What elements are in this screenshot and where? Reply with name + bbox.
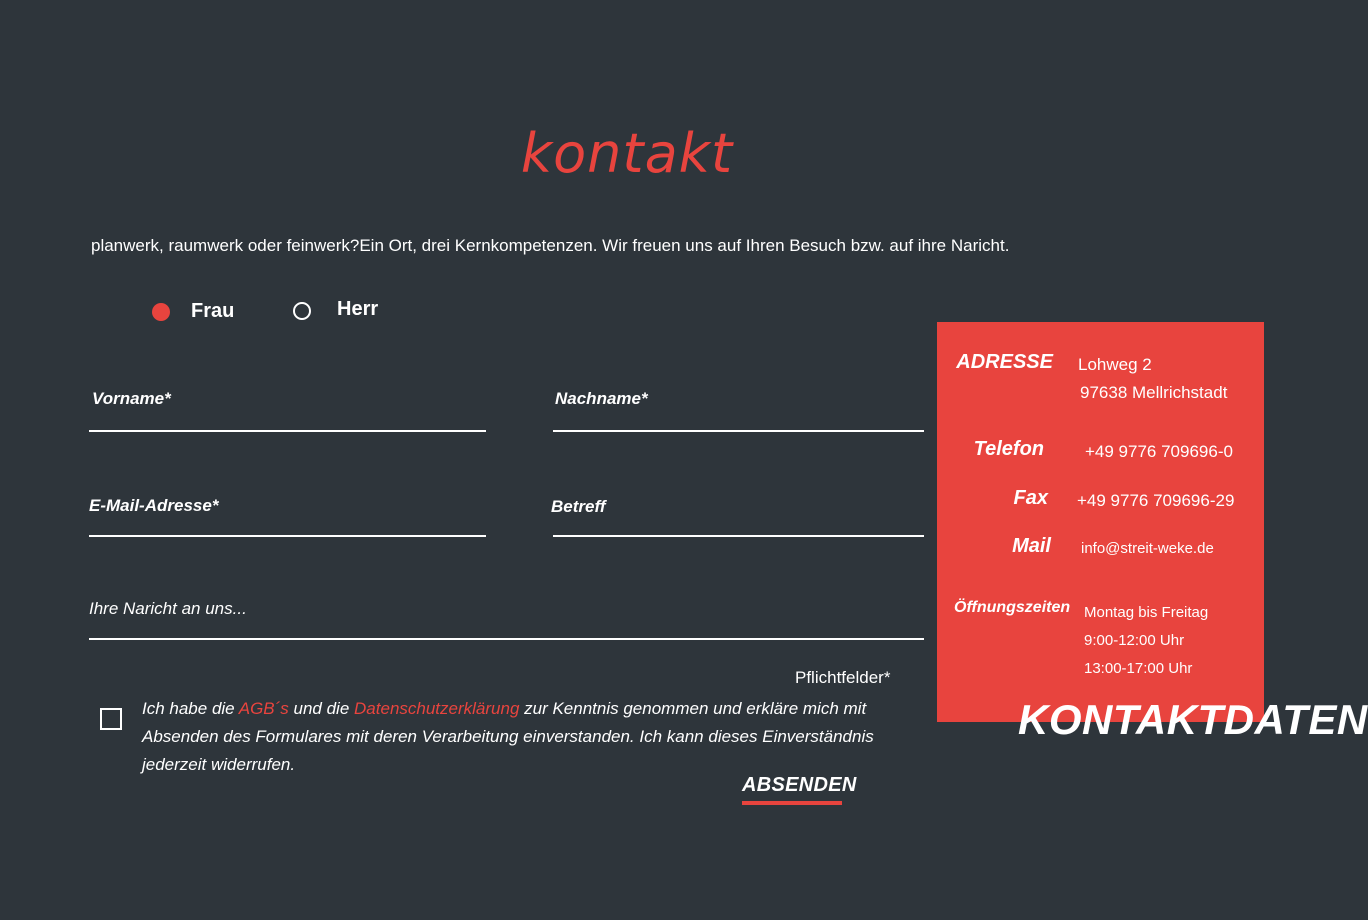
required-note: Pflichtfelder*	[795, 668, 891, 687]
page-title: kontakt	[520, 122, 734, 185]
hours-line2: 9:00-12:00 Uhr	[1084, 632, 1185, 649]
subject-underline	[553, 535, 924, 537]
address-line1: Lohweg 2	[1078, 355, 1152, 374]
firstname-underline	[89, 430, 486, 432]
radio-selected-icon[interactable]	[152, 303, 170, 321]
consent-suffix: zur Kenntnis genommen und erkläre mich mit Absenden des Formulares mit deren Verarbeitung einverstanden. Ich kann dieses Einverständnis jederzeit widerrufen.	[142, 699, 874, 774]
contact-heading: KONTAKTDATEN	[1018, 696, 1368, 743]
phone-value: +49 9776 709696-0	[1085, 442, 1233, 461]
contact-card	[937, 322, 1264, 722]
phone-label: Telefon	[973, 438, 1044, 460]
radio-frau[interactable]	[152, 300, 242, 328]
consent-prefix: Ich habe die	[142, 699, 239, 718]
lastname-underline	[553, 430, 924, 432]
firstname-label: Vorname*	[92, 389, 171, 408]
address-line2: 97638 Mellrichstadt	[1080, 383, 1228, 402]
lastname-label: Nachname*	[555, 389, 648, 408]
radio-herr[interactable]	[293, 300, 383, 328]
hours-line1: Montag bis Freitag	[1084, 604, 1209, 621]
submit-underline	[742, 801, 842, 805]
subject-label: Betreff	[551, 497, 606, 516]
subject-field[interactable]	[551, 493, 924, 539]
consent-checkbox[interactable]	[100, 708, 122, 730]
intro-text: planwerk, raumwerk oder feinwerk?Ein Ort, drei Kernkompetenzen. Wir freuen uns auf Ihren Besuch bzw. auf ihre Naricht.	[91, 236, 1010, 255]
fax-value: +49 9776 709696-29	[1077, 491, 1235, 510]
message-field[interactable]	[89, 596, 924, 642]
mail-value[interactable]: info@streit-weke.de	[1081, 540, 1214, 557]
privacy-link[interactable]: Datenschutzerklärung	[354, 699, 520, 718]
hours-line3: 13:00-17:00 Uhr	[1084, 660, 1193, 677]
email-label: E-Mail-Adresse*	[89, 496, 219, 515]
message-underline	[89, 638, 924, 640]
email-underline	[89, 535, 486, 537]
email-field[interactable]	[89, 493, 486, 539]
address-label: ADRESSE	[956, 351, 1053, 373]
radio-unselected-icon[interactable]	[293, 302, 311, 320]
firstname-field[interactable]	[89, 386, 486, 434]
fax-label: Fax	[1013, 487, 1048, 509]
consent-middle: und die	[288, 699, 355, 718]
consent-text	[142, 695, 922, 779]
radio-herr-label[interactable]: Herr	[337, 298, 379, 320]
lastname-field[interactable]	[553, 386, 924, 434]
radio-frau-label[interactable]: Frau	[191, 300, 235, 322]
mail-label: Mail	[1012, 535, 1051, 557]
hours-label: Öffnungszeiten	[954, 599, 1071, 616]
submit-button[interactable]: ABSENDEN	[742, 774, 857, 796]
message-label: Ihre Naricht an uns...	[89, 599, 247, 618]
agb-link[interactable]: AGB´s	[238, 699, 289, 718]
